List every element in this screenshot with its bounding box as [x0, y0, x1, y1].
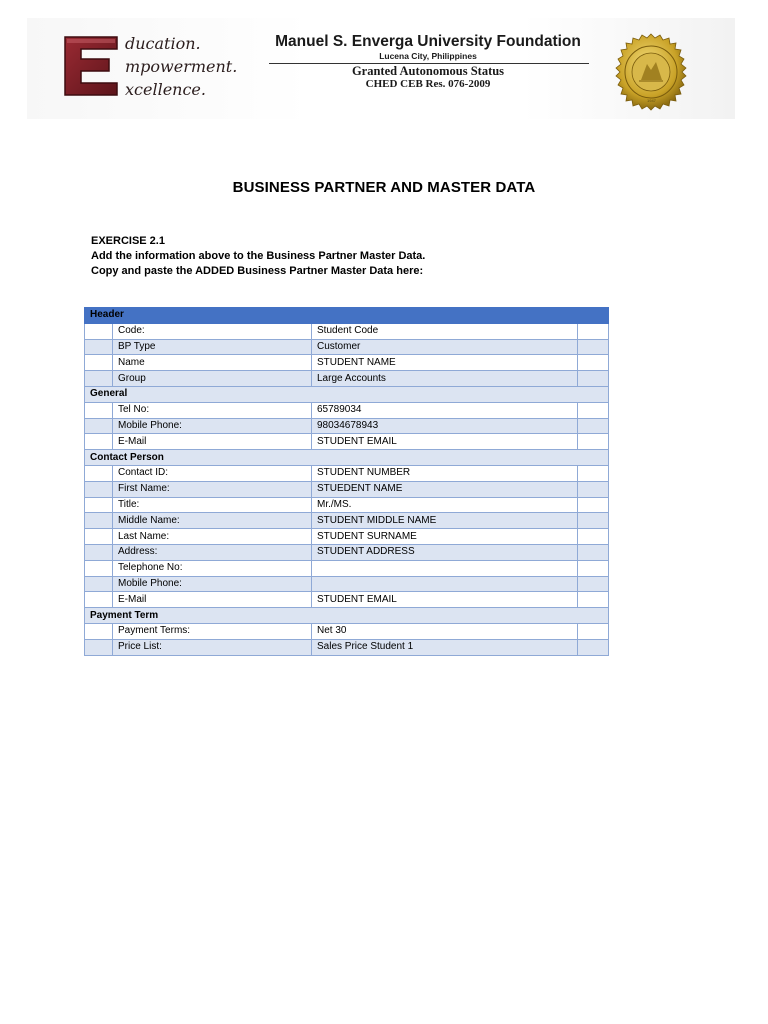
- field-label: Telephone No:: [113, 560, 312, 576]
- table-row: [85, 418, 609, 434]
- table-row: [85, 497, 609, 513]
- table-row: [85, 323, 609, 339]
- table-row: [85, 513, 609, 529]
- field-label: Last Name:: [113, 529, 312, 545]
- table-row: [85, 434, 609, 450]
- row-indent-cell: [85, 481, 113, 497]
- row-extra-cell: [578, 623, 609, 639]
- section-row-header: [85, 308, 609, 324]
- row-extra-cell: [578, 544, 609, 560]
- table-row: [85, 623, 609, 639]
- row-extra-cell: [578, 576, 609, 592]
- section-title: Header: [85, 308, 609, 324]
- seal-year: 1947: [647, 98, 656, 103]
- row-indent-cell: [85, 355, 113, 371]
- section-title: Contact Person: [85, 450, 609, 466]
- field-label: BP Type: [113, 339, 312, 355]
- field-value: [312, 560, 578, 576]
- field-label: First Name:: [113, 481, 312, 497]
- field-value: STUEDENT NAME: [312, 481, 578, 497]
- table-row: [85, 481, 609, 497]
- row-indent-cell: [85, 529, 113, 545]
- row-indent-cell: [85, 339, 113, 355]
- field-label: E-Mail: [113, 434, 312, 450]
- instruction-line-1: Add the information above to the Business Partner Master Data.: [91, 250, 426, 262]
- field-value: Student Code: [312, 323, 578, 339]
- section-row-general: [85, 386, 609, 402]
- field-value: STUDENT EMAIL: [312, 434, 578, 450]
- row-extra-cell: [578, 560, 609, 576]
- motto-line-excellence: xcellence.: [125, 80, 206, 99]
- table-row: [85, 560, 609, 576]
- field-value: Sales Price Student 1: [312, 639, 578, 655]
- field-value: 65789034: [312, 402, 578, 418]
- university-city: Lucena City, Philippines: [379, 51, 477, 61]
- row-extra-cell: [578, 481, 609, 497]
- field-label: Contact ID:: [113, 465, 312, 481]
- row-extra-cell: [578, 529, 609, 545]
- row-indent-cell: [85, 371, 113, 387]
- row-extra-cell: [578, 339, 609, 355]
- business-partner-table: [84, 307, 609, 656]
- table-row: [85, 529, 609, 545]
- field-label: Mobile Phone:: [113, 576, 312, 592]
- row-indent-cell: [85, 513, 113, 529]
- row-extra-cell: [578, 371, 609, 387]
- field-label: E-Mail: [113, 592, 312, 608]
- field-value: STUDENT NAME: [312, 355, 578, 371]
- section-title: General: [85, 386, 609, 402]
- field-value: STUDENT SURNAME: [312, 529, 578, 545]
- table-row: [85, 592, 609, 608]
- row-indent-cell: [85, 465, 113, 481]
- field-value: STUDENT ADDRESS: [312, 544, 578, 560]
- field-value: 98034678943: [312, 418, 578, 434]
- row-indent-cell: [85, 639, 113, 655]
- row-extra-cell: [578, 355, 609, 371]
- exercise-number: EXERCISE 2.1: [91, 235, 165, 247]
- section-row-payment-term: [85, 608, 609, 624]
- row-indent-cell: [85, 434, 113, 450]
- field-label: Payment Terms:: [113, 623, 312, 639]
- field-value: STUDENT NUMBER: [312, 465, 578, 481]
- field-value: Net 30: [312, 623, 578, 639]
- row-indent-cell: [85, 323, 113, 339]
- row-indent-cell: [85, 497, 113, 513]
- motto-line-education: ducation.: [125, 34, 201, 53]
- field-label: Code:: [113, 323, 312, 339]
- row-indent-cell: [85, 544, 113, 560]
- row-indent-cell: [85, 418, 113, 434]
- field-value: Large Accounts: [312, 371, 578, 387]
- row-indent-cell: [85, 623, 113, 639]
- field-value: Mr./MS.: [312, 497, 578, 513]
- table-row: [85, 339, 609, 355]
- section-title: Payment Term: [85, 608, 609, 624]
- row-extra-cell: [578, 639, 609, 655]
- table-row: [85, 576, 609, 592]
- row-extra-cell: [578, 323, 609, 339]
- exercise-block: [91, 234, 425, 279]
- row-extra-cell: [578, 402, 609, 418]
- motto-line-empowerment: mpowerment.: [125, 57, 238, 76]
- field-label: Title:: [113, 497, 312, 513]
- field-value: STUDENT MIDDLE NAME: [312, 513, 578, 529]
- field-value: STUDENT EMAIL: [312, 592, 578, 608]
- row-extra-cell: [578, 513, 609, 529]
- letterhead: [27, 18, 735, 119]
- row-indent-cell: [85, 402, 113, 418]
- row-extra-cell: [578, 434, 609, 450]
- business-partner-table-body: [85, 308, 609, 656]
- autonomous-status: Granted Autonomous Status: [351, 64, 505, 78]
- field-label: Tel No:: [113, 402, 312, 418]
- field-label: Address:: [113, 544, 312, 560]
- row-extra-cell: [578, 465, 609, 481]
- field-label: Middle Name:: [113, 513, 312, 529]
- table-row: [85, 465, 609, 481]
- row-indent-cell: [85, 592, 113, 608]
- row-extra-cell: [578, 418, 609, 434]
- row-indent-cell: [85, 576, 113, 592]
- instruction-line-2: Copy and paste the ADDED Business Partner Master Data here:: [91, 265, 424, 277]
- field-value: Customer: [312, 339, 578, 355]
- field-label: Name: [113, 355, 312, 371]
- section-row-contact-person: [85, 450, 609, 466]
- ched-resolution: CHED CEB Res. 076-2009: [365, 78, 491, 90]
- field-value: [312, 576, 578, 592]
- field-label: Price List:: [113, 639, 312, 655]
- row-extra-cell: [578, 592, 609, 608]
- document-title: BUSINESS PARTNER AND MASTER DATA: [232, 179, 536, 196]
- row-indent-cell: [85, 560, 113, 576]
- table-row: [85, 544, 609, 560]
- table-row: [85, 402, 609, 418]
- table-row: [85, 355, 609, 371]
- motto: [125, 32, 275, 101]
- table-row: [85, 639, 609, 655]
- field-label: Group: [113, 371, 312, 387]
- university-name: Manuel S. Enverga University Foundation: [275, 33, 581, 50]
- field-label: Mobile Phone:: [113, 418, 312, 434]
- row-extra-cell: [578, 497, 609, 513]
- university-e-logo: [63, 35, 119, 97]
- table-row: [85, 371, 609, 387]
